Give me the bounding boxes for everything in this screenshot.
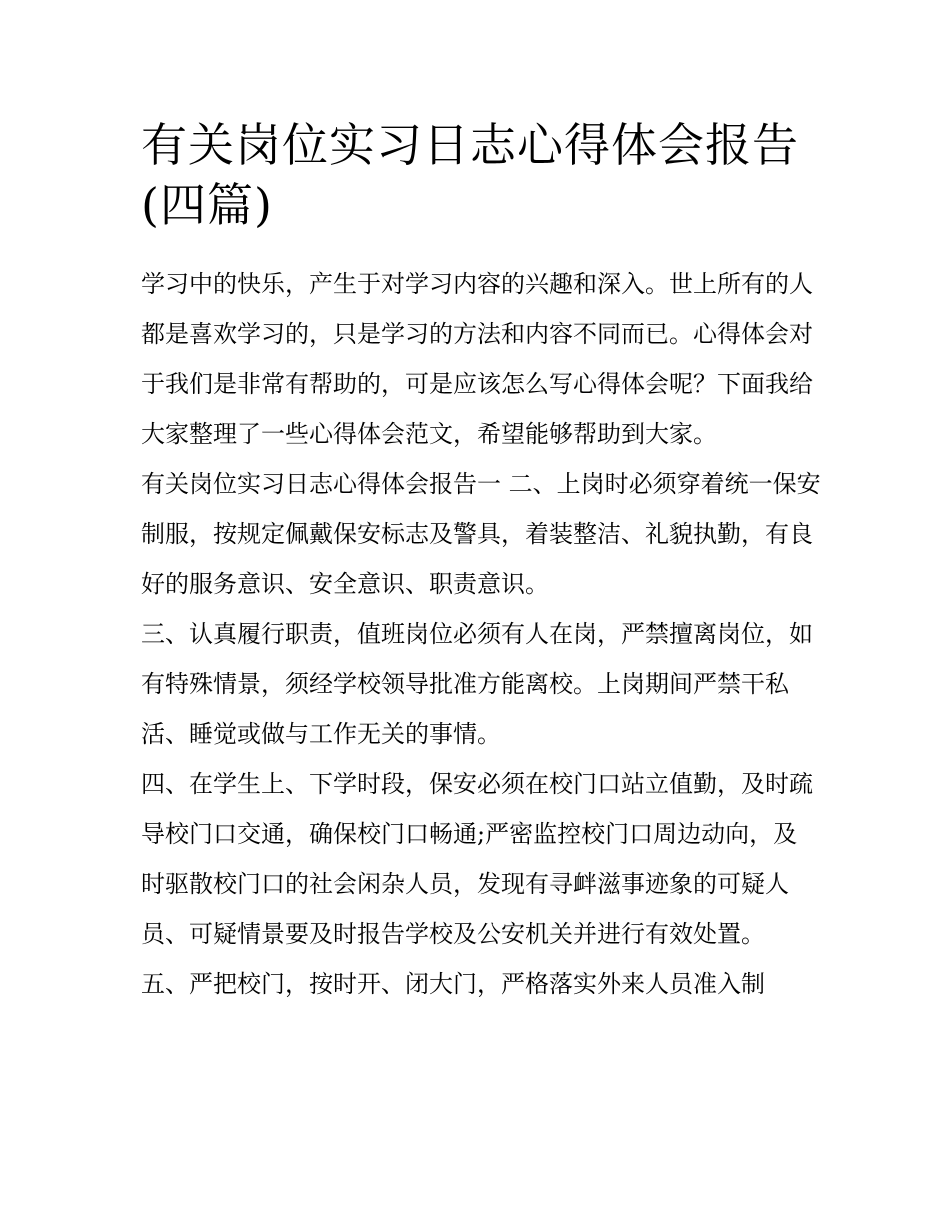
document-title: 有关岗位实习日志心得体会报告(四篇)	[141, 118, 799, 232]
document-content	[141, 115, 821, 1009]
paragraph-section-4: 四、在学生上、下学时段，保安必须在校门口站立值勤，及时疏导校门口交通，确保校门口畅通;严密监控校门口周边动向，及时驱散校门口的社会闲杂人员，发现有寻衅滋事迹象的可疑人员、可疑情景要及时报告学校及公安机关并进行有效处置。	[141, 770, 813, 948]
paragraph-intro: 学习中的快乐，产生于对学习内容的兴趣和深入。世上所有的人都是喜欢学习的，只是学习的方法和内容不同而已。心得体会对于我们是非常有帮助的，可是应该怎么写心得体会呢？下面我给大家整理了一些心得体会范文，希望能够帮助到大家。	[141, 270, 813, 448]
document-body	[141, 259, 821, 1009]
paragraph-section-2: 有关岗位实习日志心得体会报告一 二、上岗时必须穿着统一保安制服，按规定佩戴保安标志及警具，着装整洁、礼貌执勤，有良好的服务意识、安全意识、职责意识。	[141, 470, 821, 598]
paragraph-section-5: 五、严把校门，按时开、闭大门，严格落实外来人员准入制	[141, 970, 765, 998]
paragraph-section-3: 三、认真履行职责，值班岗位必须有人在岗，严禁擅离岗位，如有特殊情景，须经学校领导批准方能离校。上岗期间严禁干私活、睡觉或做与工作无关的事情。	[141, 620, 813, 748]
